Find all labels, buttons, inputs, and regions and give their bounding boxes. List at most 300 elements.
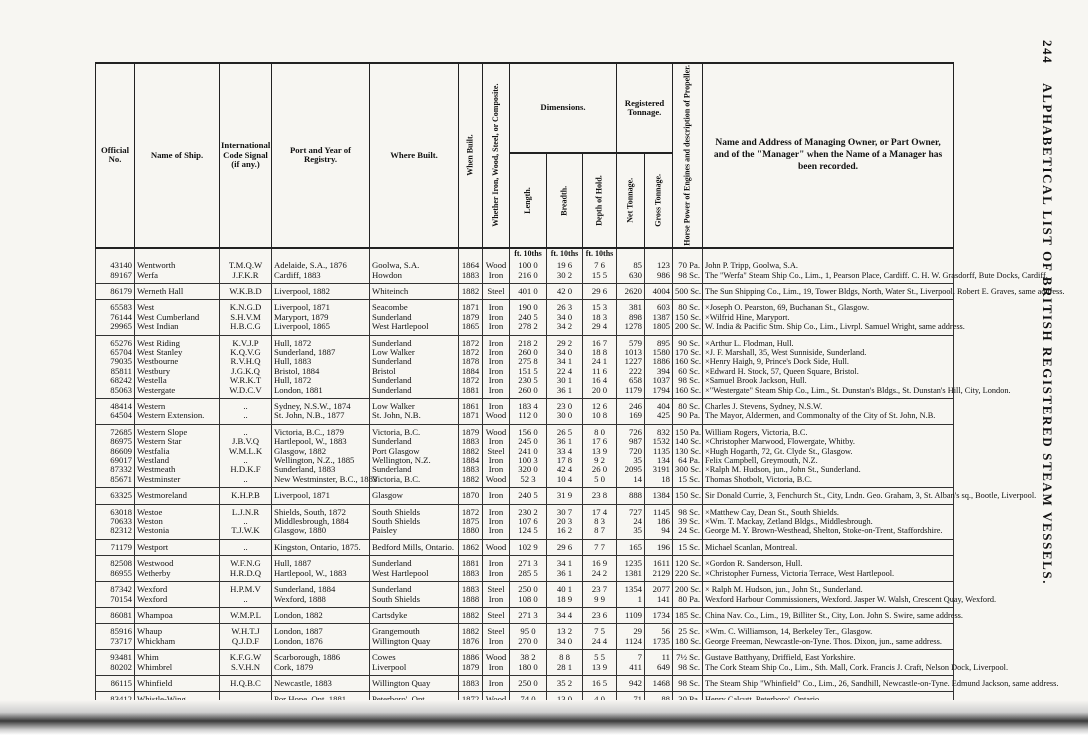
cell-horse-power: 90 Sc. [673,335,703,348]
cell-breadth: 36 1 [547,386,583,399]
cell-breadth: 20 3 [547,517,583,526]
cell-length: 216 0 [510,271,547,284]
cell-port-year: Hartlepool, W., 1883 [272,569,370,582]
cell-owner: Gustave Batthyany, Driffield, East Yorkshire. [703,650,954,663]
cell-owner: W. India & Pacific Stm. Ship Co., Lim., Livrpl. Samuel Wright, same address. [703,322,954,335]
cell-signal: H.P.M.V [220,582,272,595]
cell-gross-tonnage: 394 [645,367,673,376]
cell-owner: China Nav. Co., Lim., 19, Billiter St., City, Lon. John S. Swire, same address. [703,607,954,623]
cell-ship-name: Westport [135,539,220,555]
cell-official-no: 86115 [96,675,135,691]
cell-horse-power: 25 Sc. [673,624,703,637]
cell-material: Steel [483,624,510,637]
cell-depth: 17 4 [583,504,617,517]
cell-when-built: 1882 [459,607,483,623]
cell-where-built: Victoria, B.C. [370,475,459,488]
table-row [96,258,954,270]
cell-when-built: 1880 [459,526,483,539]
cell-port-year: Liverpool, 1871 [272,488,370,504]
cell-net-tonnage: 381 [617,300,645,313]
cell-horse-power: 160 Sc. [673,357,703,366]
cell-when-built: 1876 [459,637,483,650]
cell-owner: ×Wm. T. Mackay, Zetland Bldgs., Middlesbrough. [703,517,954,526]
cell-net-tonnage: 2095 [617,465,645,474]
cell-official-no: 85671 [96,475,135,488]
cell-owner: ×Christopher Furness, Victoria Terrace, West Hartlepool. [703,569,954,582]
cell-depth: 29 6 [583,283,617,299]
cell-length: 240 5 [510,313,547,322]
cell-material: Steel [483,283,510,299]
table-row [96,595,954,608]
cell-where-built: Willington Quay [370,637,459,650]
cell-owner: The Steam Ship "Whinfield" Co., Lim., 26, Sandhill, Newcastle-on-Tyne. Edmund Jackson, same address. [703,675,954,691]
cell-horse-power: 130 Sc. [673,447,703,456]
table-row [96,624,954,637]
cell-owner: The "Werfa" Steam Ship Co., Lim., 1, Pearson Place, Cardiff. C. H. W. Grasdorff, Bute Docks, Cardiff. [703,271,954,284]
cell-material: Iron [483,569,510,582]
cell-horse-power: 150 Sc. [673,313,703,322]
cell-ship-name: Westfalia [135,447,220,456]
cell-official-no: 65276 [96,335,135,348]
cell-horse-power: 7½ Sc. [673,650,703,663]
table-row [96,411,954,424]
running-title-text: ALPHABETICAL LIST OF BRITISH REGISTERED STEAM VESSELS. [1040,83,1055,586]
header-reg-tonnage: Registered Tonnage. [617,63,673,153]
cell-length: 285 5 [510,569,547,582]
cell-official-no: 85063 [96,386,135,399]
cell-gross-tonnage: 141 [645,595,673,608]
cell-net-tonnage: 2620 [617,283,645,299]
cell-owner: The Sun Shipping Co., Lim., 19, Tower Bldgs, North, Water St., Liverpool. Robert E. Graves, same address. [703,283,954,299]
cell-where-built: South Shields [370,504,459,517]
cell-length: 250 0 [510,675,547,691]
cell-gross-tonnage: 1135 [645,447,673,456]
cell-material: Iron [483,313,510,322]
table-row [96,569,954,582]
cell-where-built: Whiteinch [370,283,459,299]
cell-owner: ×"Westergate" Steam Ship Co., Lim., St. Dunstan's Bldgs., St. Dunstan's Hill, City, London. [703,386,954,399]
cell-horse-power: 150 Pa. [673,424,703,437]
cell-port-year: Wexford, 1888 [272,595,370,608]
cell-official-no: 63018 [96,504,135,517]
cell-ship-name: Western [135,399,220,412]
cell-when-built: 1872 [459,335,483,348]
cell-signal: K.V.J.P [220,335,272,348]
cell-when-built: 1883 [459,569,483,582]
cell-gross-tonnage: 404 [645,399,673,412]
cell-when-built: 1886 [459,650,483,663]
cell-official-no: 71179 [96,539,135,555]
cell-where-built: Sunderland [370,376,459,385]
cell-depth: 23 6 [583,607,617,623]
cell-official-no: 82508 [96,556,135,569]
cell-horse-power: 39 Sc. [673,517,703,526]
cell-net-tonnage: 720 [617,447,645,456]
table-row [96,526,954,539]
cell-net-tonnage: 165 [617,539,645,555]
cell-where-built: Cowes [370,650,459,663]
cell-where-built: Victoria, B.C. [370,424,459,437]
cell-where-built: Bedford Mills, Ontario. [370,539,459,555]
header-ship-name: Name of Ship. [135,63,220,248]
cell-signal: W.M.P.L [220,607,272,623]
running-title [965,40,1055,670]
cell-port-year: Bristol, 1884 [272,367,370,376]
cell-when-built: 1882 [459,447,483,456]
cell-port-year: Newcastle, 1883 [272,675,370,691]
cell-gross-tonnage: 196 [645,539,673,555]
table-row [96,607,954,623]
cell-material: Iron [483,504,510,517]
cell-owner: ×Samuel Brook Jackson, Hull. [703,376,954,385]
cell-breadth: 36 1 [547,437,583,446]
cell-signal: J.F.K.R [220,271,272,284]
cell-ship-name: Westergate [135,386,220,399]
cell-depth: 15 3 [583,300,617,313]
cell-ship-name: Werneth Hall [135,283,220,299]
cell-horse-power: 170 Sc. [673,348,703,357]
cell-length: 401 0 [510,283,547,299]
cell-port-year: Liverpool, 1865 [272,322,370,335]
cell-owner: Michael Scanlan, Montreal. [703,539,954,555]
cell-ship-name: West Cumberland [135,313,220,322]
cell-ship-name: Wexford [135,582,220,595]
cell-net-tonnage: 246 [617,399,645,412]
cell-horse-power: 24 Sc. [673,526,703,539]
cell-depth: 12 6 [583,399,617,412]
cell-when-built: 1881 [459,386,483,399]
table-row [96,386,954,399]
cell-net-tonnage: 888 [617,488,645,504]
cell-ship-name: West Indian [135,322,220,335]
cell-gross-tonnage: 11 [645,650,673,663]
cell-official-no: 89167 [96,271,135,284]
cell-depth: 10 8 [583,411,617,424]
table-row [96,556,954,569]
cell-horse-power: 15 Sc. [673,475,703,488]
cell-material: Iron [483,300,510,313]
cell-official-no: 69017 [96,456,135,465]
cell-breadth: 28 1 [547,663,583,676]
cell-official-no: 82312 [96,526,135,539]
cell-breadth: 34 4 [547,607,583,623]
cell-signal: .. [220,424,272,437]
cell-official-no: 79035 [96,357,135,366]
cell-gross-tonnage: 1468 [645,675,673,691]
cell-material: Iron [483,488,510,504]
cell-where-built: Sunderland [370,357,459,366]
cell-ship-name: Whinfield [135,675,220,691]
cell-material: Wood [483,475,510,488]
cell-gross-tonnage: 1734 [645,607,673,623]
cell-official-no: 93481 [96,650,135,663]
cell-signal: W.M.L.K [220,447,272,456]
cell-breadth: 33 4 [547,447,583,456]
cell-material: Iron [483,517,510,526]
cell-gross-tonnage: 2129 [645,569,673,582]
cell-depth: 8 0 [583,424,617,437]
cell-length: 278 2 [510,322,547,335]
cell-net-tonnage: 630 [617,271,645,284]
cell-gross-tonnage: 1580 [645,348,673,357]
cell-material: Iron [483,456,510,465]
cell-length: 183 4 [510,399,547,412]
cell-length: 52 3 [510,475,547,488]
cell-depth: 7 6 [583,258,617,270]
cell-ship-name: Westonia [135,526,220,539]
cell-net-tonnage: 35 [617,456,645,465]
cell-material: Steel [483,582,510,595]
cell-where-built: Sunderland [370,465,459,474]
cell-official-no: 68242 [96,376,135,385]
cell-net-tonnage: 1381 [617,569,645,582]
cell-port-year: Sydney, N.S.W., 1874 [272,399,370,412]
cell-owner: ×Arthur L. Flodman, Hull. [703,335,954,348]
cell-port-year: Middlesbrough, 1884 [272,517,370,526]
cell-when-built: 1861 [459,399,483,412]
cell-signal: .. [220,539,272,555]
cell-horse-power: 200 Sc. [673,582,703,595]
cell-where-built: Sunderland [370,313,459,322]
cell-horse-power: 64 Pa. [673,456,703,465]
cell-official-no: 87332 [96,465,135,474]
cell-depth: 17 6 [583,437,617,446]
cell-net-tonnage: 898 [617,313,645,322]
cell-depth: 23 8 [583,488,617,504]
cell-horse-power: 60 Sc. [673,367,703,376]
cell-ship-name: Westminster [135,475,220,488]
cell-port-year: Adelaide, S.A., 1876 [272,258,370,270]
cell-official-no: 85811 [96,367,135,376]
cell-owner: Charles J. Stevens, Sydney, N.S.W. [703,399,954,412]
cell-depth: 24 1 [583,357,617,366]
cell-depth: 8 7 [583,526,617,539]
cell-where-built: Wellington, N.Z. [370,456,459,465]
cell-owner: ×Matthew Cay, Dean St., South Shields. [703,504,954,517]
cell-official-no: 29965 [96,322,135,335]
cell-when-built: 1865 [459,322,483,335]
cell-owner: Felix Campbell, Greymouth, N.Z. [703,456,954,465]
cell-breadth: 23 0 [547,399,583,412]
cell-horse-power: 98 Sc. [673,675,703,691]
page-number: 244 [1040,40,1055,65]
cell-owner: ×Hugh Hogarth, 72, Gt. Clyde St., Glasgow. [703,447,954,456]
cell-where-built: Willington Quay [370,675,459,691]
cell-depth: 11 6 [583,367,617,376]
cell-material: Iron [483,386,510,399]
header-depth: Depth of Hold. [583,153,617,248]
cell-where-built: Sunderland [370,556,459,569]
cell-when-built: 1884 [459,367,483,376]
cell-owner: ×Gordon R. Sanderson, Hull. [703,556,954,569]
cell-gross-tonnage: 94 [645,526,673,539]
cell-gross-tonnage: 3191 [645,465,673,474]
cell-port-year: St. John, N.B., 1877 [272,411,370,424]
cell-net-tonnage: 24 [617,517,645,526]
cell-material: Iron [483,556,510,569]
cell-net-tonnage: 1013 [617,348,645,357]
cell-material: Wood [483,411,510,424]
table-row [96,475,954,488]
cell-breadth: 30 1 [547,376,583,385]
cell-breadth: 18 9 [547,595,583,608]
cell-gross-tonnage: 1145 [645,504,673,517]
cell-horse-power: 80 Sc. [673,300,703,313]
cell-breadth: 16 2 [547,526,583,539]
cell-signal: L.J.N.R [220,504,272,517]
cell-signal: W.D.C.V [220,386,272,399]
cell-depth: 13 9 [583,447,617,456]
cell-owner: John P. Tripp, Goolwa, S.A. [703,258,954,270]
cell-material: Iron [483,322,510,335]
cell-material: Iron [483,675,510,691]
cell-ship-name: Wetherby [135,569,220,582]
cell-gross-tonnage: 649 [645,663,673,676]
header-official-no: Official No. [96,63,135,248]
cell-breadth: 30 7 [547,504,583,517]
table-row [96,539,954,555]
cell-ship-name: West Riding [135,335,220,348]
cell-horse-power: 150 Sc. [673,488,703,504]
cell-material: Wood [483,424,510,437]
cell-ship-name: Westbury [135,367,220,376]
cell-length: 218 2 [510,335,547,348]
cell-length: 38 2 [510,650,547,663]
cell-ship-name: Whickham [135,637,220,650]
cell-material: Iron [483,335,510,348]
cell-when-built: 1878 [459,357,483,366]
cell-owner: ×Joseph O. Pearston, 69, Buchanan St., Glasgow. [703,300,954,313]
cell-gross-tonnage: 425 [645,411,673,424]
cell-breadth: 26 3 [547,300,583,313]
cell-port-year: Kingston, Ontario, 1875. [272,539,370,555]
cell-depth: 24 4 [583,637,617,650]
cell-when-built: 1864 [459,258,483,270]
cell-when-built: 1879 [459,313,483,322]
cell-length: 100 3 [510,456,547,465]
cell-official-no: 86081 [96,607,135,623]
cell-length: 271 3 [510,556,547,569]
cell-depth: 15 5 [583,271,617,284]
table-row [96,582,954,595]
cell-net-tonnage: 658 [617,376,645,385]
cell-breadth: 34 1 [547,357,583,366]
cell-horse-power: 500 Sc. [673,283,703,299]
cell-breadth: 42 4 [547,465,583,474]
cell-when-built: 1881 [459,556,483,569]
cell-breadth: 13 2 [547,624,583,637]
cell-material: Iron [483,663,510,676]
cell-depth: 16 7 [583,335,617,348]
cell-signal: H.Q.B.C [220,675,272,691]
cell-length: 320 0 [510,465,547,474]
cell-owner: The Mayor, Aldermen, and Commonalty of the City of St. John, N.B. [703,411,954,424]
cell-depth: 5 5 [583,650,617,663]
cell-owner: ×Edward H. Stock, 57, Queen Square, Bristol. [703,367,954,376]
cell-ship-name: Westbourne [135,357,220,366]
cell-net-tonnage: 1 [617,595,645,608]
cell-gross-tonnage: 1532 [645,437,673,446]
cell-depth: 13 9 [583,663,617,676]
cell-port-year: Glasgow, 1880 [272,526,370,539]
header-material: Whether Iron, Wood, Steel, or Composite. [483,63,510,248]
cell-when-built: 1879 [459,424,483,437]
cell-breadth: 30 0 [547,411,583,424]
cell-material: Steel [483,607,510,623]
cell-owner: ×Henry Haigh, 9, Prince's Dock Side, Hull. [703,357,954,366]
cell-signal: S.H.V.M [220,313,272,322]
cell-where-built: Low Walker [370,399,459,412]
cell-length: 240 5 [510,488,547,504]
cell-depth: 16 5 [583,675,617,691]
cell-depth: 23 7 [583,582,617,595]
cell-owner: Thomas Shotbolt, Victoria, B.C. [703,475,954,488]
cell-ship-name: Whimbrel [135,663,220,676]
cell-horse-power: 200 Sc. [673,322,703,335]
cell-port-year: London, 1876 [272,637,370,650]
cell-owner: William Rogers, Victoria, B.C. [703,424,954,437]
cell-port-year: Hull, 1872 [272,335,370,348]
cell-horse-power: 300 Sc. [673,465,703,474]
cell-signal: K.H.P.B [220,488,272,504]
cell-when-built: 1883 [459,271,483,284]
cell-horse-power: 120 Sc. [673,556,703,569]
cell-ship-name: Western Extension. [135,411,220,424]
unit-breadth: ft. 10ths [547,248,583,258]
cell-official-no: 43140 [96,258,135,270]
table-row [96,675,954,691]
cell-ship-name: Wentworth [135,258,220,270]
cell-net-tonnage: 579 [617,335,645,348]
cell-signal: K.F.G.W [220,650,272,663]
cell-owner: ×Wm. C. Williamson, 14, Berkeley Ter., Glasgow. [703,624,954,637]
cell-length: 241 0 [510,447,547,456]
cell-official-no: 70633 [96,517,135,526]
cell-gross-tonnage: 134 [645,456,673,465]
cell-breadth: 22 4 [547,367,583,376]
cell-when-built: 1883 [459,582,483,595]
cell-port-year: Wellington, N.Z., 1885 [272,456,370,465]
cell-when-built: 1884 [459,456,483,465]
cell-gross-tonnage: 4004 [645,283,673,299]
cell-material: Iron [483,526,510,539]
table-row [96,283,954,299]
cell-where-built: Goolwa, S.A. [370,258,459,270]
cell-breadth: 40 1 [547,582,583,595]
cell-port-year: Hartlepool, W., 1883 [272,437,370,446]
cell-net-tonnage: 169 [617,411,645,424]
cell-ship-name: Westella [135,376,220,385]
cell-where-built: Paisley [370,526,459,539]
cell-port-year: Sunderland, 1883 [272,465,370,474]
table-row [96,663,954,676]
cell-ship-name: Westmeath [135,465,220,474]
cell-breadth: 35 2 [547,675,583,691]
cell-ship-name: Westmoreland [135,488,220,504]
cell-horse-power: 98 Sc. [673,663,703,676]
cell-official-no: 73717 [96,637,135,650]
cell-length: 275 8 [510,357,547,366]
header-gross-tonnage: Gross Tonnage. [645,153,673,248]
cell-gross-tonnage: 832 [645,424,673,437]
cell-depth: 18 8 [583,348,617,357]
cell-depth: 20 0 [583,386,617,399]
cell-signal: .. [220,517,272,526]
cell-owner: ×J. F. Marshall, 35, West Sunniside, Sunderland. [703,348,954,357]
cell-ship-name: West Stanley [135,348,220,357]
cell-where-built: South Shields [370,517,459,526]
header-dimensions: Dimensions. [510,63,617,153]
